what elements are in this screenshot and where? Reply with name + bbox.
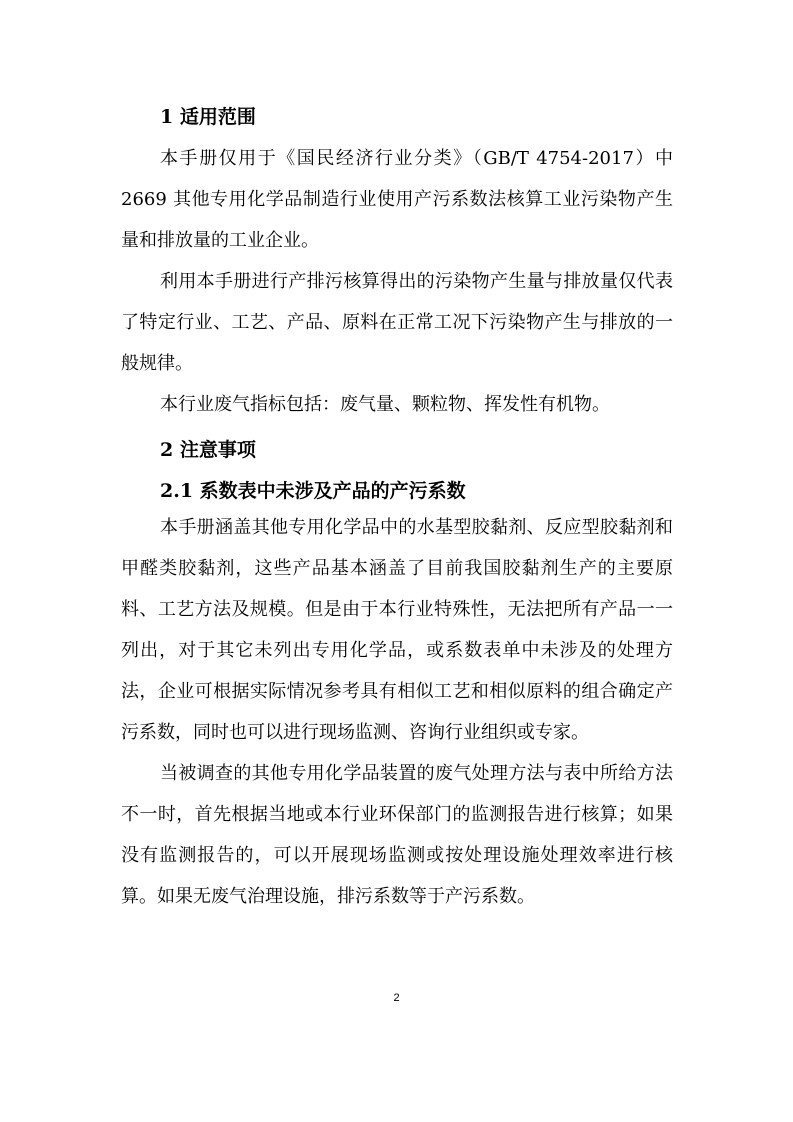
section-2-heading: 2 注意事项 — [160, 439, 256, 461]
section-1-paragraph-1: 本手册仅用于《国民经济行业分类》（GB/T 4754-2017）中 2669 其他专用化学品制造行业使用产污系数法核算工业污染物产生量和排放量的工业企业。 — [121, 148, 673, 251]
page-number: 2 — [393, 992, 400, 1004]
section-2-1-paragraph-2: 当被调查的其他专用化学品装置的废气处理方法与表中所给方法不一时，首先根据当地或本行业环保部门的监测报告进行核算；如果没有监测报告的，可以开展现场监测或按处理设施处理效率进行核算。如果无废气治理设施，排污系数等于产污系数。 — [121, 763, 673, 907]
section-1-heading: 1 适用范围 — [160, 106, 256, 128]
section-2-1-paragraph-1: 本手册涵盖其他专用化学品中的水基型胶黏剂、反应型胶黏剂和甲醛类胶黏剂，这些产品基本涵盖了目前我国胶黏剂生产的主要原料、工艺方法及规模。但是由于本行业特殊性，无法把所有产品一一列出，对于其它未列出专用化学品，或系数表单中未涉及的处理方法，企业可根据实际情况参考具有相似工艺和相似原料的组合确定产污系数，同时也可以进行现场监测、咨询行业组织或专家。 — [121, 517, 673, 743]
section-1-paragraph-2: 利用本手册进行产排污核算得出的污染物产生量与排放量仅代表了特定行业、工艺、产品、原料在正常工况下污染物产生与排放的一般规律。 — [121, 271, 673, 374]
section-2-1-heading: 2.1 系数表中未涉及产品的产污系数 — [160, 480, 466, 502]
section-1-paragraph-3: 本行业废气指标包括：废气量、颗粒物、挥发性有机物。 — [160, 394, 610, 415]
